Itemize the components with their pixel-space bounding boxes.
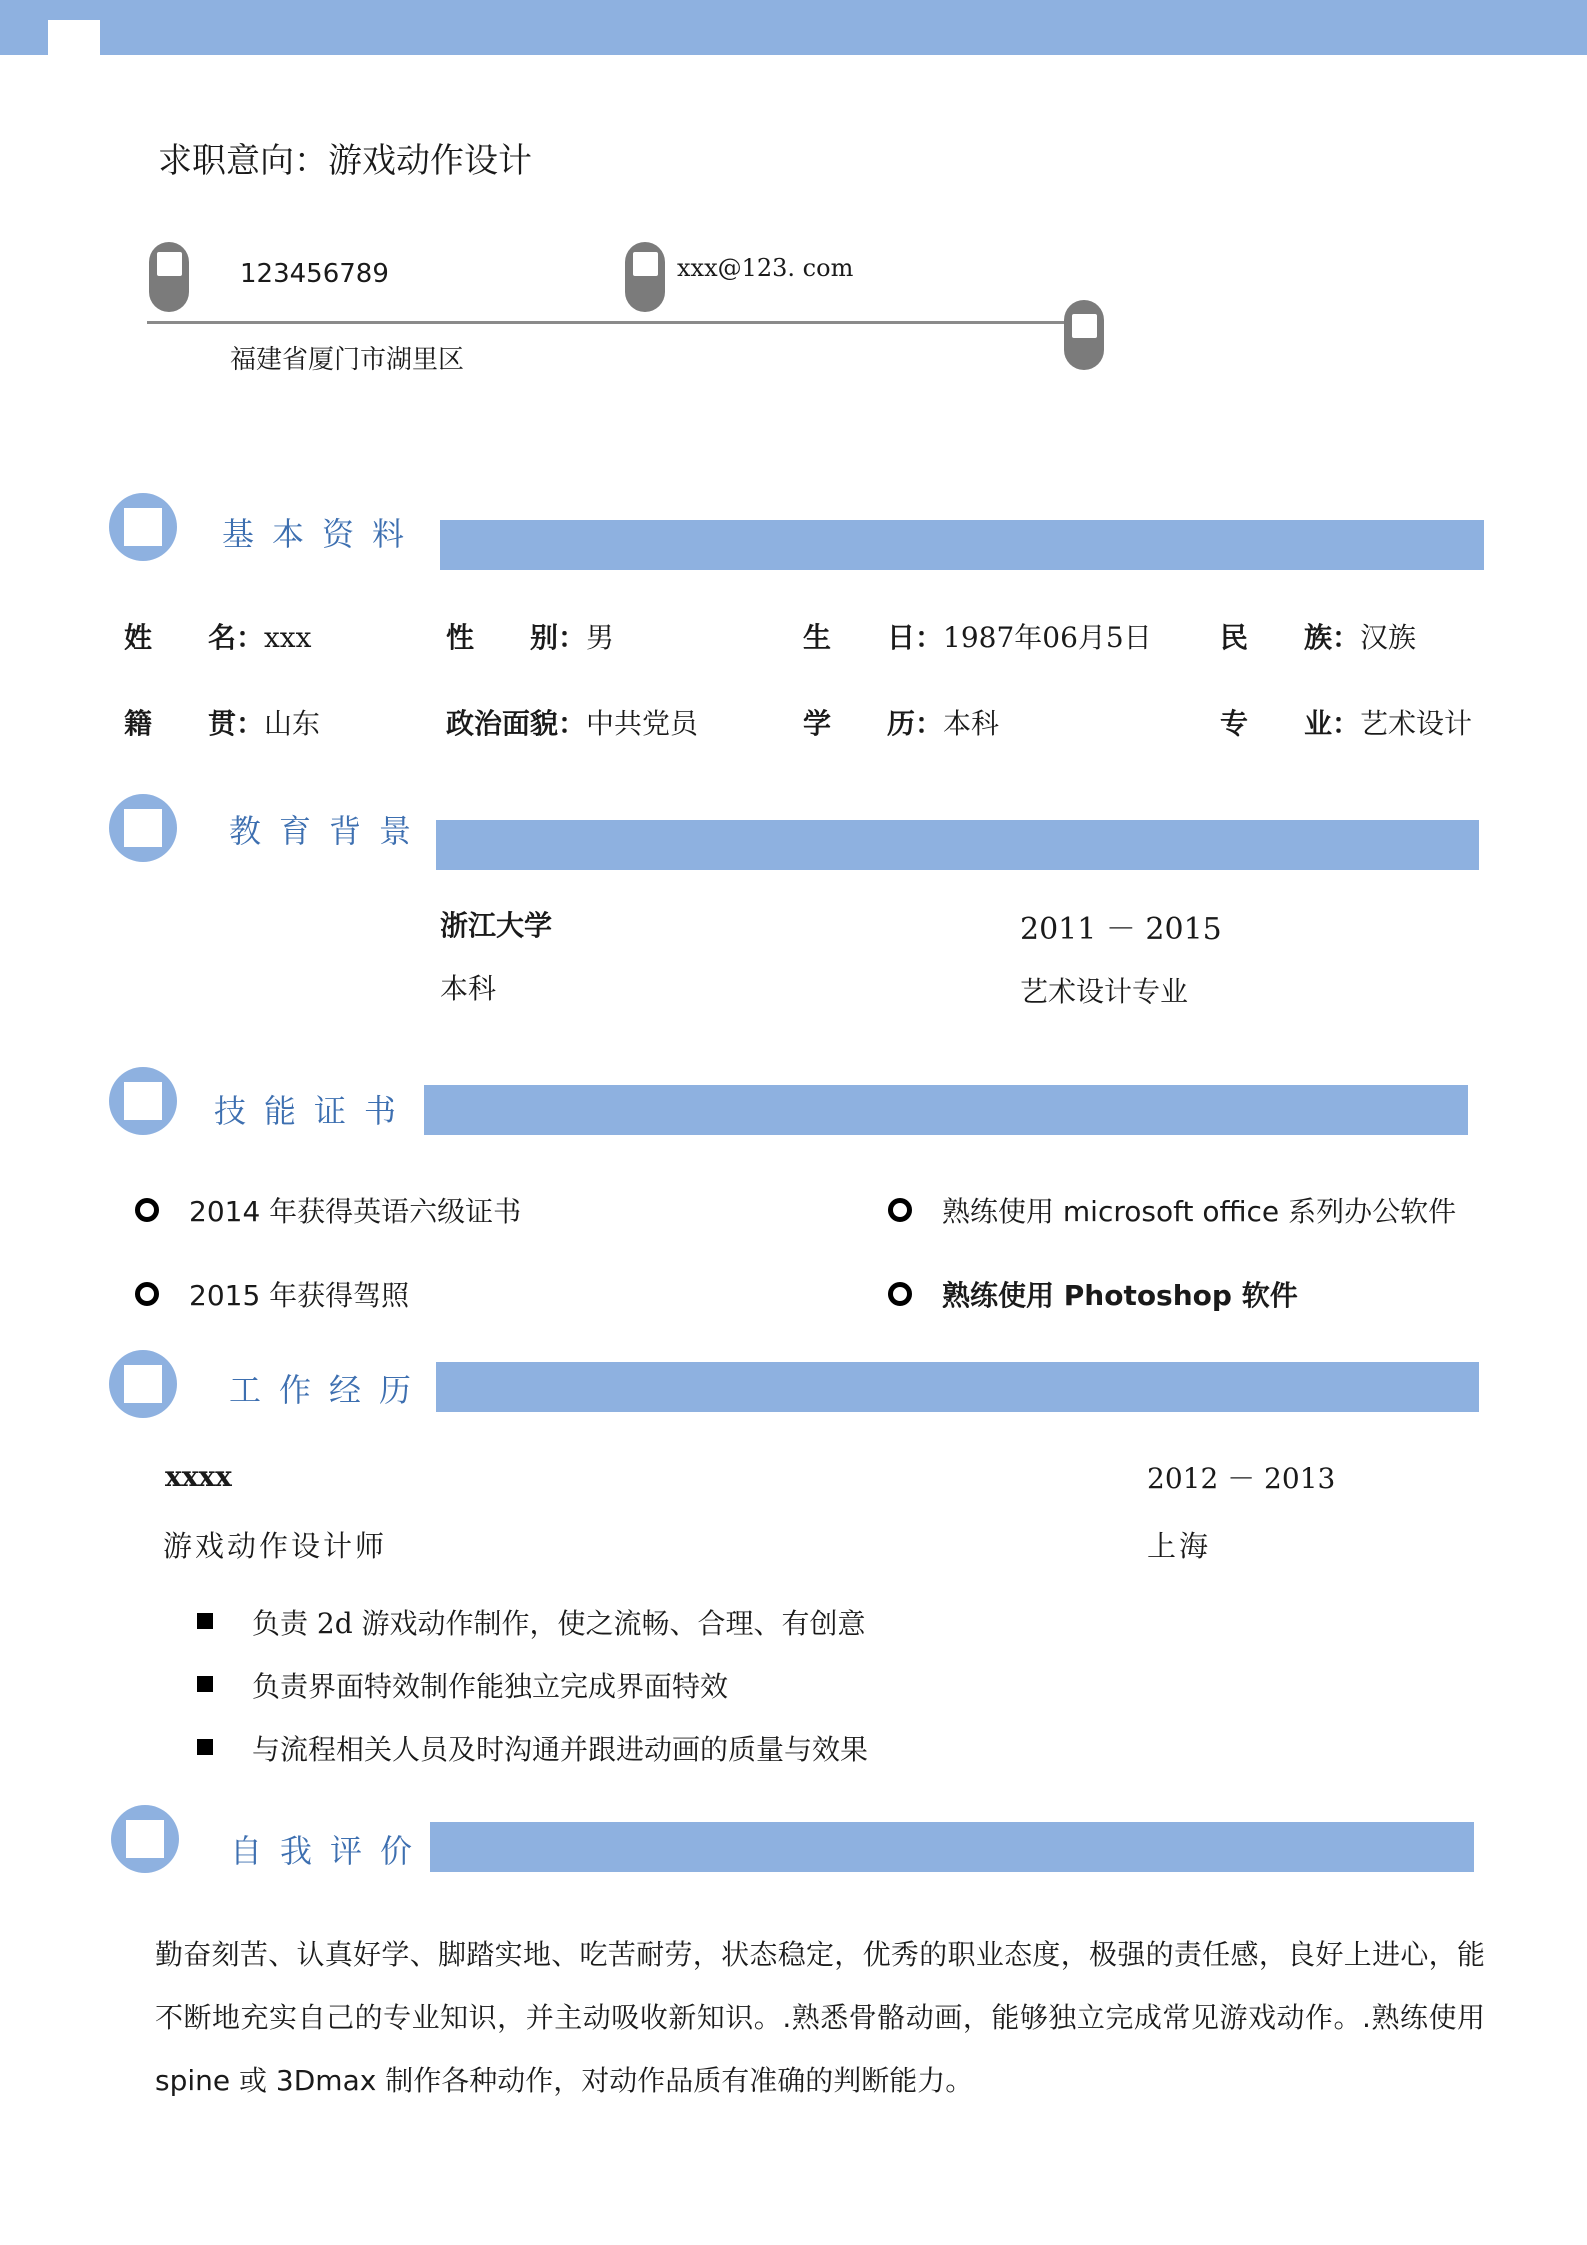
skill-item: 2014 年获得英语六级证书 (189, 1195, 522, 1228)
degree-field: 学 历：本科 (803, 707, 1000, 740)
phone-icon (149, 242, 189, 312)
skill-item: 熟练使用 microsoft office 系列办公软件 (942, 1195, 1457, 1228)
skill-item: 熟练使用 Photoshop 软件 (942, 1279, 1298, 1312)
section-icon-work (109, 1350, 177, 1418)
self-evaluation-text: 勤奋刻苦、认真好学、脚踏实地、吃苦耐劳，状态稳定，优秀的职业态度，极强的责任感，良好上进心，能不断地充实自己的专业知识，并主动吸收新知识。.熟悉骨骼动画，能够独立完成常见游戏动作。.熟练使用 spine 或 3Dmax 制作各种动作，对动作品质有准确的判断能力。 (155, 1938, 1485, 2097)
section-icon-self (111, 1805, 179, 1873)
phone-number: 123456789 (240, 259, 389, 289)
section-icon-skills (109, 1067, 177, 1135)
section-icon-basic (109, 493, 177, 561)
location-icon (1064, 300, 1104, 370)
duty-item: 负责 2d 游戏动作制作，使之流畅、合理、有创意 (252, 1607, 866, 1640)
square-bullet-icon (197, 1676, 213, 1692)
origin-field: 籍 贯：山东 (124, 707, 321, 740)
work-city: 上海 (1147, 1529, 1212, 1563)
job-objective: 求职意向：游戏动作设计 (158, 141, 532, 181)
education-major: 艺术设计专业 (1020, 975, 1189, 1008)
bullet-icon (135, 1198, 159, 1222)
section-title-work: 工作经历 (229, 1371, 430, 1409)
name-field: 姓 名：xxx (124, 621, 312, 654)
major-field: 专 业：艺术设计 (1220, 707, 1473, 740)
job-title: 游戏动作设计师 (163, 1529, 388, 1563)
top-banner-notch (48, 20, 100, 55)
section-title-self: 自我评价 (230, 1832, 431, 1870)
square-bullet-icon (197, 1739, 213, 1755)
gender-field: 性 别：男 (446, 621, 615, 654)
ethnicity-field: 民 族：汉族 (1220, 621, 1417, 654)
section-bar-basic (440, 520, 1484, 570)
company-name: xxxx (165, 1460, 232, 1493)
work-years: 2012 － 2013 (1147, 1462, 1336, 1495)
contact-divider (147, 321, 1067, 324)
duty-item: 负责界面特效制作能独立完成界面特效 (252, 1670, 729, 1703)
birthday-field: 生 日：1987年06月5日 (803, 621, 1152, 654)
section-bar-education (436, 820, 1479, 870)
politics-field: 政治面貌：中共党员 (446, 707, 699, 740)
email-icon (625, 242, 665, 312)
duty-item: 与流程相关人员及时沟通并跟进动画的质量与效果 (252, 1733, 869, 1766)
bullet-icon (888, 1282, 912, 1306)
section-bar-work (436, 1362, 1479, 1412)
square-bullet-icon (197, 1613, 213, 1629)
section-bar-skills (424, 1085, 1468, 1135)
bullet-icon (888, 1198, 912, 1222)
school-name: 浙江大学 (440, 909, 553, 942)
skill-item: 2015 年获得驾照 (189, 1279, 410, 1312)
section-icon-education (109, 794, 177, 862)
education-level: 本科 (440, 972, 497, 1005)
education-years: 2011 － 2015 (1020, 912, 1222, 947)
section-title-skills: 技能证书 (214, 1092, 415, 1130)
top-banner (0, 0, 1587, 55)
address: 福建省厦门市湖里区 (230, 345, 465, 375)
section-title-education: 教育背景 (229, 812, 430, 850)
section-title-basic: 基本资料 (222, 515, 423, 553)
bullet-icon (135, 1282, 159, 1306)
email-address: xxx@123. com (677, 254, 854, 282)
section-bar-self (430, 1822, 1474, 1872)
